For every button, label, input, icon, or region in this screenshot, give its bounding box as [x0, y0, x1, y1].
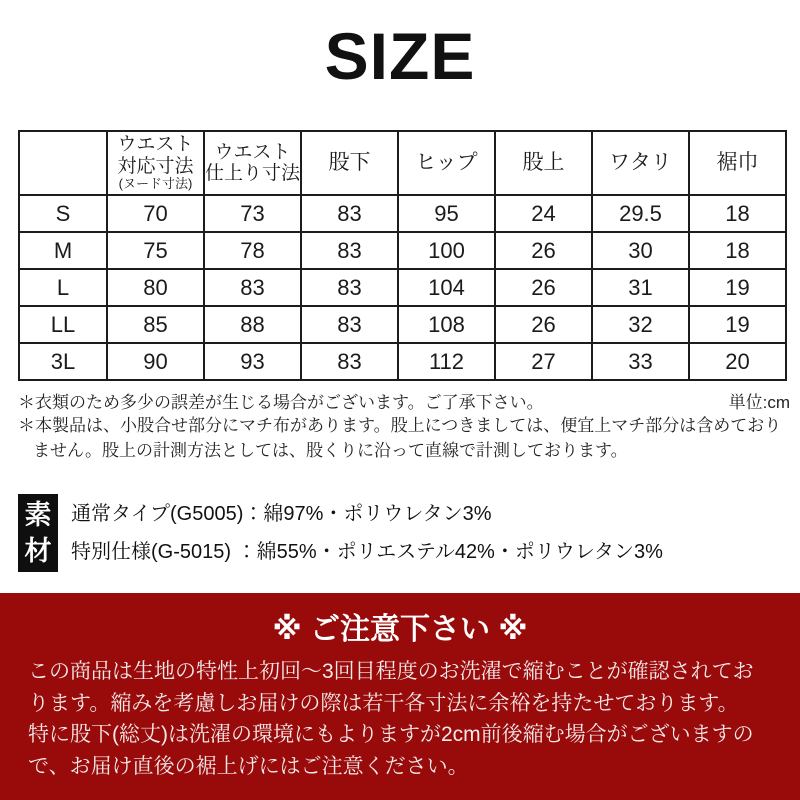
table-cell: 26 — [495, 232, 592, 269]
table-cell: 80 — [107, 269, 204, 306]
material-badge-char: 材 — [24, 536, 52, 566]
material-line-special: 特別仕様(G-5015) ：綿55%・ポリエステル42%・ポリウレタン3% — [71, 541, 663, 563]
header-text: ウエスト — [214, 141, 291, 163]
table-cell: 75 — [107, 232, 204, 269]
header-hip: ヒップ — [398, 131, 495, 195]
size-label: S — [19, 195, 107, 232]
header-rise: 股上 — [495, 131, 592, 195]
warning-title: ※ ご注意下さい ※ — [272, 613, 528, 646]
table-cell: 108 — [398, 306, 495, 343]
table-cell: 83 — [204, 269, 301, 306]
table-cell: 85 — [107, 306, 204, 343]
header-waist-nude — [107, 131, 204, 195]
table-cell: 31 — [592, 269, 689, 306]
header-text: ウエスト — [117, 134, 194, 156]
table-cell: 88 — [204, 306, 301, 343]
table-cell: 83 — [301, 343, 398, 380]
table-row-3l — [19, 343, 786, 380]
warning-paragraph-hemming: 特に股下(総丈)は洗濯の環境にもよりますが2cm前後縮む場合がございますので、お届け直後の裾上げにはご注意ください。 — [28, 723, 754, 778]
table-cell: 30 — [592, 232, 689, 269]
size-label: LL — [19, 306, 107, 343]
header-corner-cell — [19, 131, 107, 195]
header-hem: 裾巾 — [689, 131, 786, 195]
table-cell: 18 — [689, 195, 786, 232]
table-cell: 83 — [301, 232, 398, 269]
table-cell: 32 — [592, 306, 689, 343]
table-cell: 90 — [107, 343, 204, 380]
table-cell: 70 — [107, 195, 204, 232]
header-row — [19, 131, 786, 195]
table-cell: 83 — [301, 195, 398, 232]
warning-body — [28, 656, 772, 782]
header-subtext: (ヌード寸法) — [118, 175, 193, 191]
table-cell: 19 — [689, 269, 786, 306]
warning-box — [0, 593, 800, 800]
warning-paragraph-shrinkage: この商品は生地の特性上初回～3回目程度のお洗濯で縮むことが確認されております。縮みを考慮しお届けの際は若干各寸法に余裕を持たせております。 — [28, 660, 754, 715]
note-gusset: ＊本製品は、小股合せ部分にマチ布があります。股上につきましては、便宜上マチ部分は含めておりません。股上の計測方法としては、股くりに沿って直線で計測しております。 — [18, 416, 782, 460]
header-text: 対応寸法 — [117, 155, 194, 177]
size-table-header — [19, 131, 786, 195]
table-cell: 100 — [398, 232, 495, 269]
note-row — [18, 388, 790, 413]
material-badge-char: 素 — [24, 499, 52, 530]
size-table — [18, 130, 787, 381]
table-cell: 26 — [495, 269, 592, 306]
table-cell: 24 — [495, 195, 592, 232]
size-label: M — [19, 232, 107, 269]
material-badge — [18, 494, 58, 572]
size-table-body — [19, 195, 786, 380]
material-line-regular: 通常タイプ(G5005)：綿97%・ポリウレタン3% — [71, 503, 492, 525]
table-cell: 83 — [301, 306, 398, 343]
header-thigh: ワタリ — [592, 131, 689, 195]
table-cell: 20 — [689, 343, 786, 380]
material-lines — [71, 495, 663, 571]
table-row-l — [19, 269, 786, 306]
size-label: 3L — [19, 343, 107, 380]
table-cell: 19 — [689, 306, 786, 343]
table-row-s — [19, 195, 786, 232]
table-cell: 83 — [301, 269, 398, 306]
table-cell: 93 — [204, 343, 301, 380]
page-title: SIZE — [324, 19, 476, 93]
header-inseam: 股下 — [301, 131, 398, 195]
unit-label: 単位:cm — [728, 393, 790, 412]
table-cell: 18 — [689, 232, 786, 269]
table-cell: 26 — [495, 306, 592, 343]
size-table-container — [18, 130, 787, 381]
note-tolerance: ＊衣類のため多少の誤差が生じる場合がございます。ご了承下さい。 — [18, 393, 544, 412]
material-section — [18, 494, 788, 572]
size-label: L — [19, 269, 107, 306]
table-cell: 73 — [204, 195, 301, 232]
table-cell: 104 — [398, 269, 495, 306]
table-row-m — [19, 232, 786, 269]
table-row-ll — [19, 306, 786, 343]
table-cell: 78 — [204, 232, 301, 269]
table-cell: 29.5 — [592, 195, 689, 232]
table-cell: 95 — [398, 195, 495, 232]
header-waist-finished — [204, 131, 301, 195]
table-cell: 33 — [592, 343, 689, 380]
header-text: 仕上り寸法 — [205, 163, 301, 184]
table-cell: 27 — [495, 343, 592, 380]
table-cell: 112 — [398, 343, 495, 380]
